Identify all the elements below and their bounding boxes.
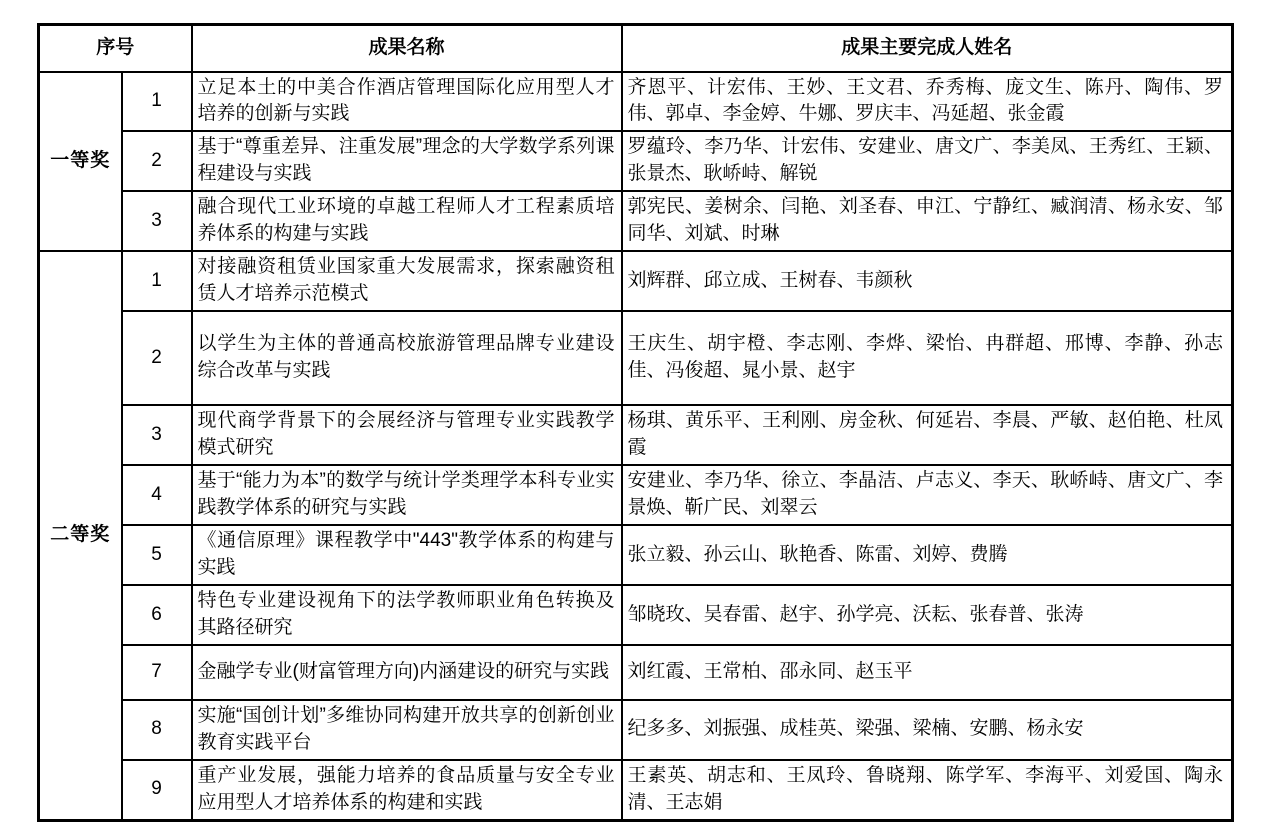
contributors-cell: 郭宪民、姜树余、闫艳、刘圣春、申江、宁静红、臧润清、杨永安、邹同华、刘斌、时琳 xyxy=(622,191,1233,251)
table-row xyxy=(39,72,1233,132)
row-number-cell: 2 xyxy=(122,311,192,405)
table-row xyxy=(39,311,1233,405)
row-number-cell: 7 xyxy=(122,645,192,700)
contributors-cell: 刘辉群、邱立成、王树春、韦颜秋 xyxy=(622,251,1233,311)
result-title-cell: 基于“能力为本”的数学与统计学类理学本科专业实践教学体系的研究与实践 xyxy=(192,465,622,525)
award-group-label-first-prize: 一等奖 xyxy=(39,72,122,252)
row-number-cell: 3 xyxy=(122,191,192,251)
result-title-cell: 实施“国创计划”多维协同构建开放共享的创新创业教育实践平台 xyxy=(192,700,622,760)
contributors-cell: 纪多多、刘振强、成桂英、梁强、梁楠、安鹏、杨永安 xyxy=(622,700,1233,760)
result-title-cell: 对接融资租赁业国家重大发展需求，探索融资租赁人才培养示范模式 xyxy=(192,251,622,311)
row-number-cell: 5 xyxy=(122,525,192,585)
table-row xyxy=(39,585,1233,645)
awards-table-container xyxy=(37,23,1234,822)
row-number-cell: 1 xyxy=(122,72,192,132)
table-row xyxy=(39,465,1233,525)
row-number-cell: 4 xyxy=(122,465,192,525)
row-number-cell: 6 xyxy=(122,585,192,645)
table-row xyxy=(39,131,1233,191)
contributors-cell: 王素英、胡志和、王凤玲、鲁晓翔、陈学军、李海平、刘爱国、陶永清、王志娟 xyxy=(622,760,1233,820)
contributors-cell: 安建业、李乃华、徐立、李晶洁、卢志义、李天、耿峤峙、唐文广、李景焕、靳广民、刘翠云 xyxy=(622,465,1233,525)
result-title-cell: 现代商学背景下的会展经济与管理专业实践教学模式研究 xyxy=(192,405,622,465)
contributors-cell: 齐恩平、计宏伟、王妙、王文君、乔秀梅、庞文生、陈丹、陶伟、罗伟、郭卓、李金婷、牛娜、罗庆丰、冯延超、张金霞 xyxy=(622,72,1233,132)
contributors-cell: 张立毅、孙云山、耿艳香、陈雷、刘婷、费腾 xyxy=(622,525,1233,585)
result-title-cell: 《通信原理》课程教学中"443"教学体系的构建与实践 xyxy=(192,525,622,585)
award-group-label-second-prize: 二等奖 xyxy=(39,251,122,820)
table-row xyxy=(39,645,1233,700)
table-row xyxy=(39,525,1233,585)
row-number-cell: 2 xyxy=(122,131,192,191)
header-index: 序号 xyxy=(39,25,192,72)
header-people: 成果主要完成人姓名 xyxy=(622,25,1233,72)
table-row xyxy=(39,760,1233,820)
contributors-cell: 王庆生、胡宇橙、李志刚、李烨、梁怡、冉群超、邢博、李静、孙志佳、冯俊超、晁小景、赵宇 xyxy=(622,311,1233,405)
table-row xyxy=(39,405,1233,465)
row-number-cell: 1 xyxy=(122,251,192,311)
result-title-cell: 融合现代工业环境的卓越工程师人才工程素质培养体系的构建与实践 xyxy=(192,191,622,251)
result-title-cell: 基于“尊重差异、注重发展”理念的大学数学系列课程建设与实践 xyxy=(192,131,622,191)
contributors-cell: 罗蕴玲、李乃华、计宏伟、安建业、唐文广、李美凤、王秀红、王颖、张景杰、耿峤峙、解锐 xyxy=(622,131,1233,191)
header-row xyxy=(39,25,1233,72)
contributors-cell: 刘红霞、王常柏、邵永同、赵玉平 xyxy=(622,645,1233,700)
result-title-cell: 重产业发展，强能力培养的食品质量与安全专业应用型人才培养体系的构建和实践 xyxy=(192,760,622,820)
header-title: 成果名称 xyxy=(192,25,622,72)
result-title-cell: 立足本土的中美合作酒店管理国际化应用型人才培养的创新与实践 xyxy=(192,72,622,132)
contributors-cell: 杨琪、黄乐平、王利刚、房金秋、何延岩、李晨、严敏、赵伯艳、杜凤霞 xyxy=(622,405,1233,465)
table-row xyxy=(39,251,1233,311)
row-number-cell: 9 xyxy=(122,760,192,820)
table-row xyxy=(39,700,1233,760)
result-title-cell: 以学生为主体的普通高校旅游管理品牌专业建设综合改革与实践 xyxy=(192,311,622,405)
contributors-cell: 邹晓玫、吴春雷、赵宇、孙学亮、沃耘、张春普、张涛 xyxy=(622,585,1233,645)
row-number-cell: 3 xyxy=(122,405,192,465)
awards-table xyxy=(37,23,1234,822)
result-title-cell: 金融学专业(财富管理方向)内涵建设的研究与实践 xyxy=(192,645,622,700)
result-title-cell: 特色专业建设视角下的法学教师职业角色转换及其路径研究 xyxy=(192,585,622,645)
row-number-cell: 8 xyxy=(122,700,192,760)
table-row xyxy=(39,191,1233,251)
